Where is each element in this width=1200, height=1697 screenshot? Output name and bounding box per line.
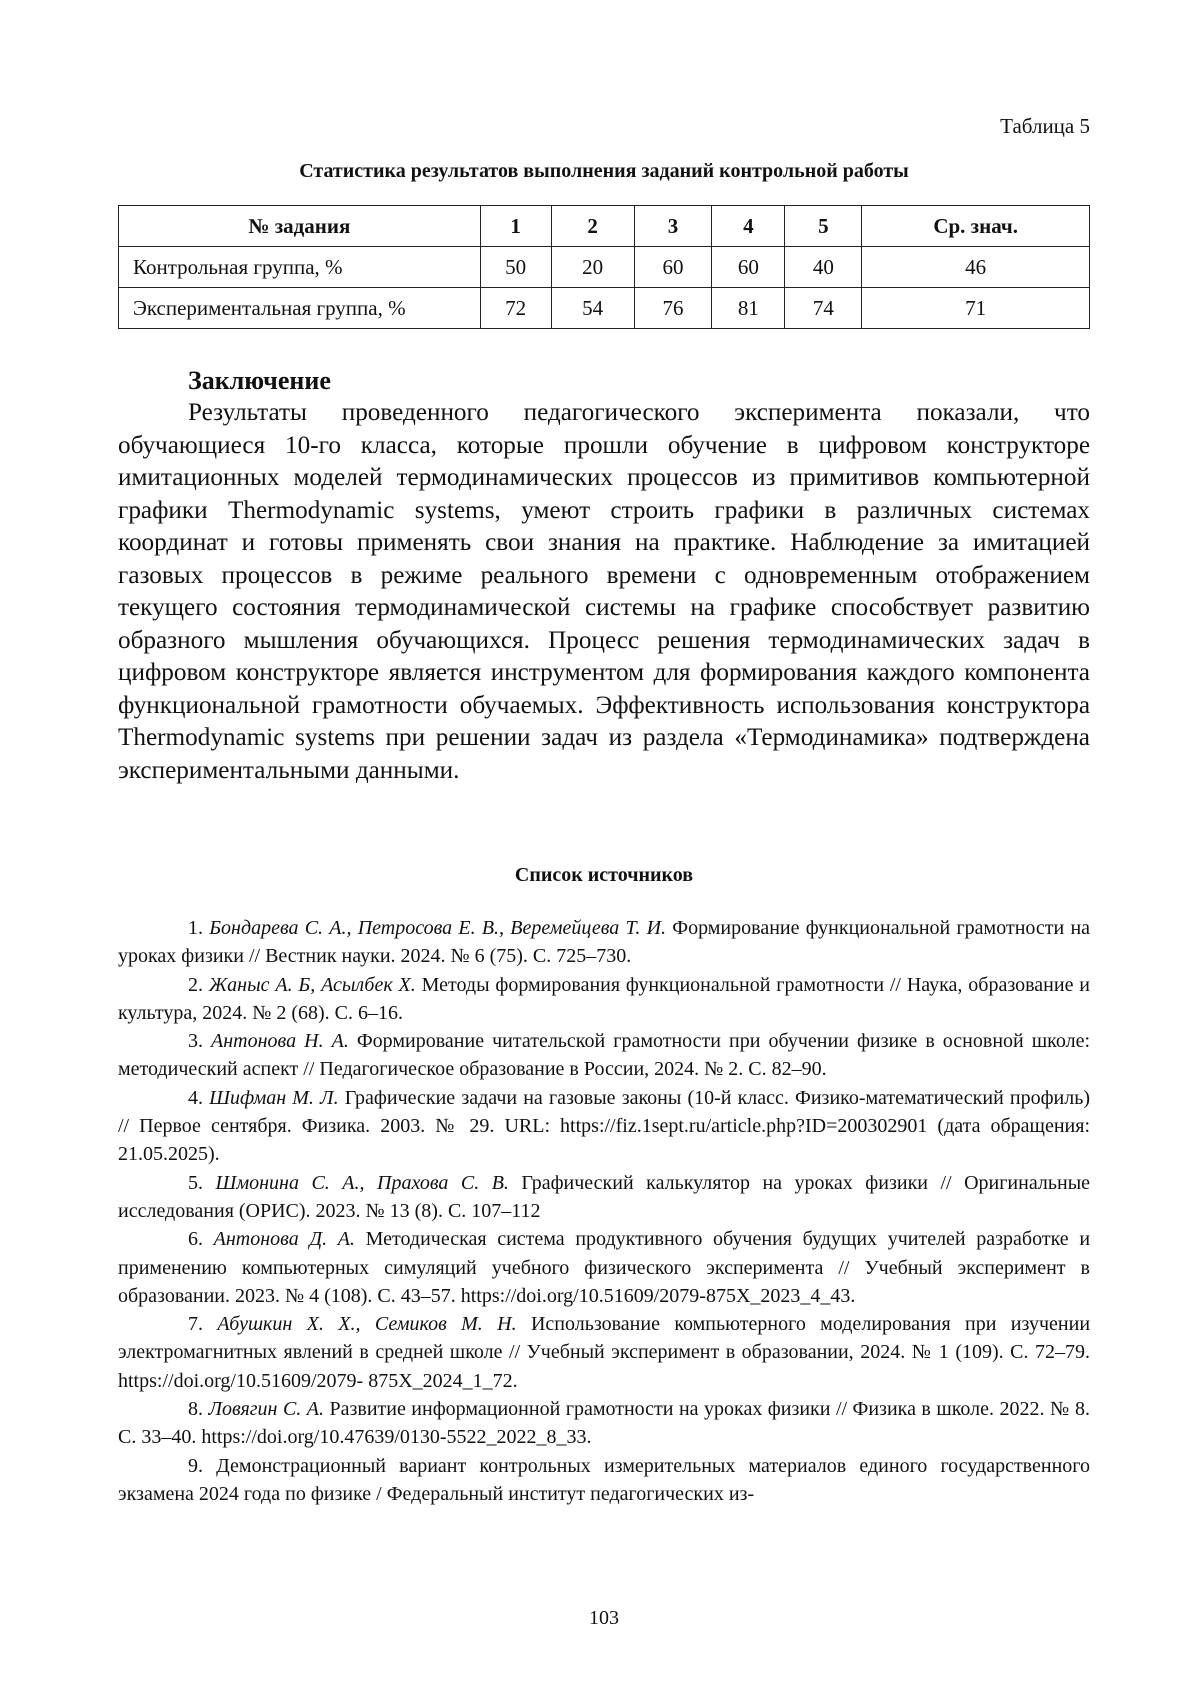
reference-number: 1. [188,917,203,939]
table-cell: 60 [712,247,785,288]
reference-authors: Абушкин Х. Х., Семиков М. Н. [217,1313,517,1336]
reference-authors: Бондарева С. А., Петросова Е. В., Веремейцева Т. И. [209,917,667,939]
row-label: Контрольная группа, % [119,247,481,288]
table-header-cell: Ср. знач. [862,206,1090,247]
reference-text: Методическая система продуктивного обучения будущих учителей разработке и применению компьютерных симуляций учебного физического эксперимента // Учебный эксперимент в образовании. 2023. № 4 (108). С. 43–57. https://doi.org/10.51609/2079-875X_2023_4_43. [118,1228,1091,1307]
reference-text: Формирование функциональной грамотности на уроках физики // Вестник науки. 2024. № 6 (75). С. 725–730. [118,917,1091,968]
reference-authors: Антонова Д. А. [213,1228,355,1251]
table-row [119,247,1090,288]
reference-item [118,1084,1090,1169]
reference-text: Формирование читательской грамотности при обучении физике в основной школе: методический аспект // Педагогическое образование в России, 2024. № 2. С. 82–90. [118,1030,1091,1081]
reference-number: 8. [188,1398,203,1421]
reference-text: Использование компьютерного моделирования при изучении электромагнитных явлений в средней школе // Учебный эксперимент в образовании, 2024. № 1 (109). С. 72–79. https://doi.org/10.51609/2079- 875X_2024_1_72. [118,1313,1091,1392]
table-label: Таблица 5 [1000,114,1090,138]
references-title: Список источников [514,864,694,886]
references-list [118,914,1090,1508]
table-cell: 46 [862,247,1090,288]
reference-text: Графические задачи на газовые законы (10-й класс. Физико-математический профиль) // Первое сентября. Физика. 2003. № 29. URL: https://fiz.1sept.ru/article.php?ID=200302901 (дата обращения: 21.05.2025). [118,1086,1091,1166]
reference-item [118,1395,1090,1452]
table-cell: 20 [551,247,634,288]
row-label: Экспериментальная группа, % [119,288,481,329]
reference-text: Демонстрационный вариант контрольных измерительных материалов единого государственного экзамена 2024 года по физике / Федеральный институт педагогических из- [118,1454,1090,1505]
reference-authors: Жаныс А. Б, Асылбек Х. [208,973,416,996]
table-title: Статистика результатов выполнения заданий контрольной работы [299,160,909,182]
reference-number: 3. [188,1030,203,1053]
table-row [119,288,1090,329]
reference-item [118,971,1090,1028]
reference-number: 2. [188,973,203,996]
table-header-cell: 5 [785,206,862,247]
reference-authors: Шифман М. Л. [209,1086,339,1109]
table-header-row [119,206,1090,247]
reference-text: Развитие информационной грамотности на уроках физики // Физика в школе. 2022. № 8. С. 33–40. https://doi.org/10.47639/0130-5522_2022_8_33. [118,1398,1091,1449]
table-cell: 76 [634,288,712,329]
table-cell: 50 [480,247,551,288]
reference-authors: Ловягин С. А. [208,1398,324,1421]
reference-authors: Антонова Н. А. [211,1030,349,1053]
reference-number: 7. [188,1313,203,1336]
table-cell: 74 [785,288,862,329]
reference-item [118,1169,1090,1226]
reference-number: 9. [188,1454,203,1477]
page-number: 103 [589,1607,619,1629]
conclusion-heading: Заключение [188,366,331,395]
reference-number: 4. [188,1086,203,1109]
table-cell: 40 [785,247,862,288]
table-header-cell: № задания [119,206,481,247]
table-header-cell: 1 [480,206,551,247]
reference-number: 6. [188,1228,203,1251]
reference-text: Графический калькулятор на уроках физики // Оригинальные исследования (ОРИС). 2023. № 13 (8). С. 107–112 [118,1171,1091,1222]
conclusion-paragraph: Результаты проведенного педагогического эксперимента показали, что обучающиеся 10-го класса, которые прошли обучение в цифровом конструкторе имитационных моделей термодинамических процессов из примитивов компьютерной графики Thermodynamic systems, умеют строить графики в различных системах координат и готовы применять свои знания на практике. Наблюдение за имитацией газовых процессов в режиме реального времени с одновременным отображением текущего состояния термодинамической системы на графике способствует развитию образного мышления обучающихся. Процесс решения термодинамических задач в цифровом конструкторе является инструментом для формирования каждого компонента функциональной грамотности обучаемых. Эффективность использования конструктора Thermodynamic systems при решении задач из раздела «Термодинамика» подтверждена экспериментальными данными. [118,399,1090,784]
table-cell: 60 [634,247,712,288]
table-header-cell: 4 [712,206,785,247]
table-cell: 81 [712,288,785,329]
reference-item [118,914,1090,971]
table-cell: 71 [862,288,1090,329]
reference-item [118,1027,1090,1084]
reference-authors: Шмонина С. А., Прахова С. В. [215,1171,509,1194]
reference-number: 5. [188,1171,203,1194]
reference-text: Методы формирования функциональной грамотности // Наука, образование и культура, 2024. № 2 (68). С. 6–16. [118,973,1091,1024]
table-header-cell: 3 [634,206,712,247]
table-cell: 54 [551,288,634,329]
reference-item [118,1310,1090,1395]
statistics-table [118,205,1090,329]
table-header-cell: 2 [551,206,634,247]
reference-item [118,1225,1090,1310]
reference-item [118,1452,1090,1509]
table-cell: 72 [480,288,551,329]
